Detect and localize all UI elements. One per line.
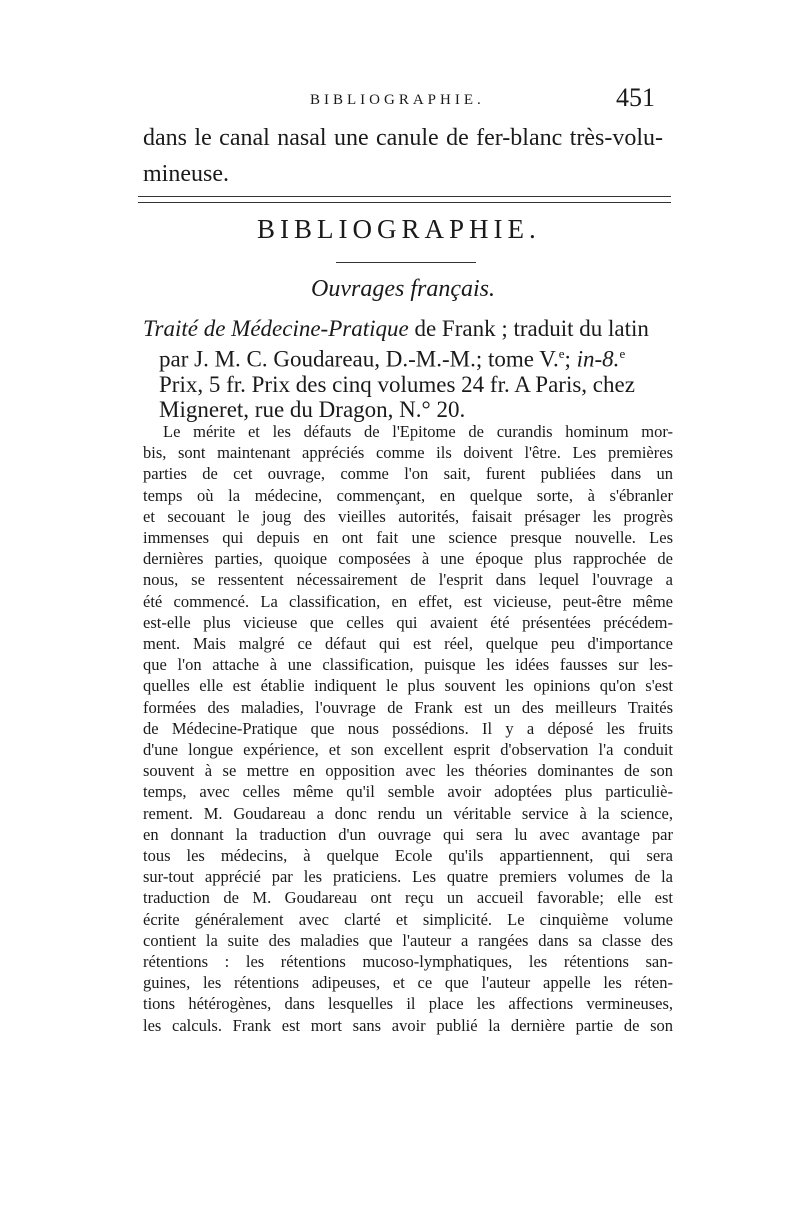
- bibliographic-entry: [143, 316, 673, 422]
- body-line: sur-tout apprécié par les praticiens. Les quatre premiers volumes de la: [143, 867, 673, 887]
- body-line: souvent à se mettre en opposition avec les théories dominantes de son: [143, 761, 673, 781]
- review-paragraph: [143, 421, 673, 1036]
- entry-author: de Frank ; traduit du latin: [408, 316, 649, 341]
- entry-line-2: [143, 341, 673, 372]
- body-line: nous, se ressentent nécessairement de l'esprit dans lequel l'ouvrage a: [143, 570, 673, 590]
- section-title: BIBLIOGRAPHIE.: [257, 214, 541, 244]
- entry-translator: par J. M. C. Goudareau, D.-M.-M.; tome V.: [159, 346, 559, 372]
- carryover-paragraph: [143, 120, 663, 192]
- entry-separator: ;: [564, 346, 577, 372]
- body-line: guines, les rétentions adipeuses, et ce que l'auteur appelle les réten-: [143, 973, 673, 993]
- body-line: en donnant la traduction d'un ouvrage qui sera lu avec avantage par: [143, 824, 673, 844]
- superscript: e: [558, 346, 565, 361]
- body-line: temps, avec celles même qu'il semble avoir adoptées plus particuliè-: [143, 782, 673, 802]
- title-rule: [336, 262, 476, 263]
- body-line: formées des maladies, l'ouvrage de Frank est un des meilleurs Traités: [143, 697, 673, 717]
- body-line: écrite généralement avec clarté et simplicité. Le cinquième volume: [143, 909, 673, 929]
- body-line: Le mérite et les défauts de l'Epitome de curandis hominum mor-: [163, 422, 673, 441]
- body-line: tous les médecins, à quelque Ecole qu'ils appartiennent, qui sera: [143, 846, 673, 866]
- body-line: de Médecine-Pratique que nous possédions. Il y a déposé les fruits: [143, 718, 673, 738]
- body-line: contient la suite des maladies que l'auteur a rangées dans sa classe des: [143, 930, 673, 950]
- body-line: quelles elle est établie indiquent le plus souvent les opinions qu'on s'est: [143, 676, 673, 696]
- body-line: rétentions : les rétentions mucoso-lymphatiques, les rétentions san-: [143, 952, 673, 972]
- carryover-line: dans le canal nasal une canule de fer-blanc très-volu-: [143, 125, 663, 151]
- page-number: 451: [616, 83, 655, 112]
- carryover-line: mineuse.: [143, 161, 229, 187]
- body-line: ment. Mais malgré ce défaut qui est réel, quelque peu d'importance: [143, 634, 673, 654]
- section-divider: [138, 196, 671, 203]
- superscript: e: [619, 346, 626, 361]
- body-line: immenses qui depuis en ont fait une science presque nouvelle. Les: [143, 528, 673, 548]
- entry-line-3: Prix, 5 fr. Prix des cinq volumes 24 fr. A Paris, chez: [159, 371, 635, 397]
- section-subtitle: Ouvrages français.: [311, 276, 495, 302]
- body-line: bis, sont maintenant appréciés comme ils doivent l'être. Les premières: [143, 443, 673, 463]
- book-title: Traité de Médecine-Pratique: [143, 316, 409, 341]
- body-line: les calculs. Frank est mort sans avoir publié la dernière partie de son: [143, 1015, 673, 1035]
- body-line: dernières parties, quoique composées à une époque plus rapprochée de: [143, 549, 673, 569]
- body-line: est-elle plus vicieuse que celles qui avaient été présentées précédem-: [143, 612, 673, 632]
- body-line: temps où la médecine, commençant, en quelque sorte, à s'ébranler: [143, 485, 673, 505]
- body-line: que l'on attache à une classification, puisque les idées fausses sur les-: [143, 655, 673, 675]
- body-line: rement. M. Goudareau a donc rendu un véritable service à la science,: [143, 803, 673, 823]
- body-line: tions hétérogènes, dans lesquelles il place les affections vermineuses,: [143, 994, 673, 1014]
- running-header: BIBLIOGRAPHIE.: [310, 92, 485, 108]
- entry-line-1: [143, 316, 673, 341]
- entry-format: in-8.: [576, 346, 620, 372]
- body-line: d'une longue expérience, et son excellent esprit d'observation l'a conduit: [143, 740, 673, 760]
- entry-line-4: Migneret, rue du Dragon, N.° 20.: [159, 396, 466, 422]
- body-line: traduction de M. Goudareau ont reçu un accueil favorable; elle est: [143, 888, 673, 908]
- body-line: été commencé. La classification, en effet, est vicieuse, peut-être même: [143, 591, 673, 611]
- body-line: parties de cet ouvrage, comme l'on sait, furent publiées dans un: [143, 464, 673, 484]
- body-line: et secouant le joug des vieilles autorités, faisait présager les progrès: [143, 506, 673, 526]
